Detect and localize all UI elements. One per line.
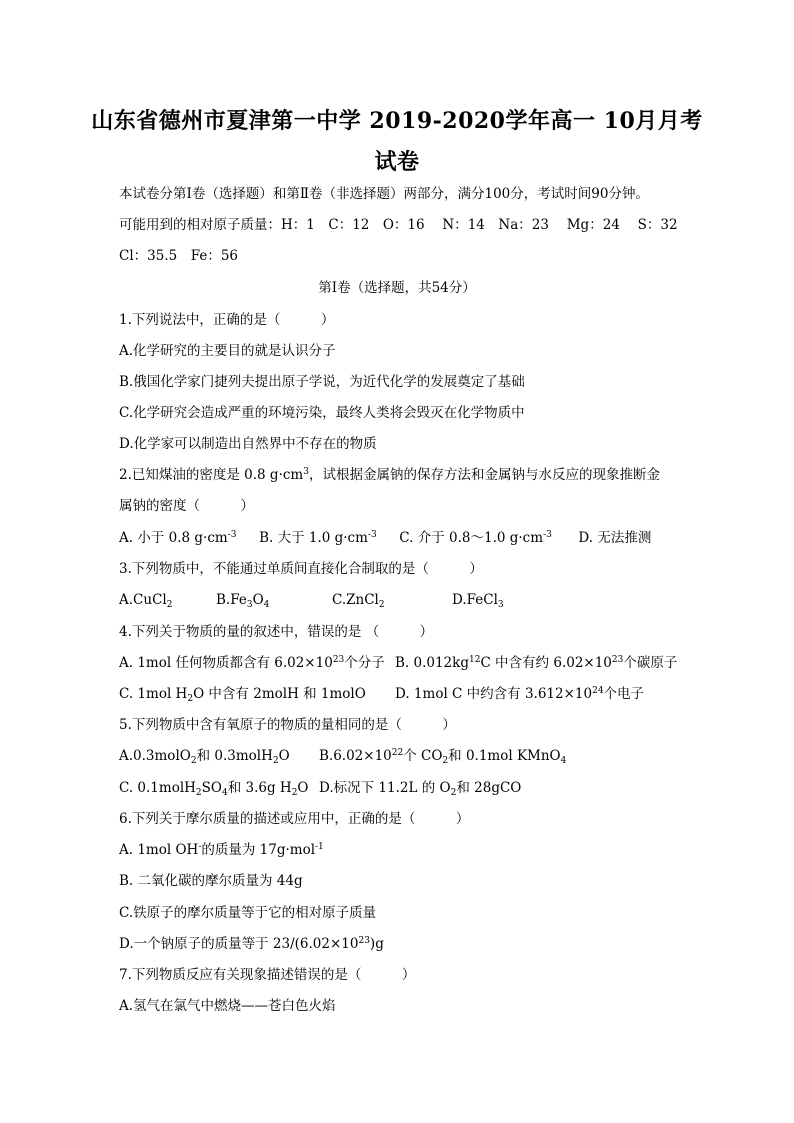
q4-options-row2 (119, 684, 644, 704)
exam-title: 山东省德州市夏津第一中学 2019-2020学年高一 10月月考 (91, 108, 703, 134)
intro-line-2: 可能用到的相对原子质量：H：1 C：12 O：16 N：14 Na：23 Mg：24 S：32 (119, 217, 678, 233)
section-title: 第Ⅰ卷（选择题，共54分） (318, 280, 476, 296)
q6-stem: 6.下列关于摩尔质量的描述或应用中，正确的是（ ） (119, 811, 470, 827)
q3-stem: 3.下列物质中，不能通过单质间直接化合制取的是（ ） (119, 561, 483, 577)
q2-option-b: B. 大于 1.0 $g\cdot cm^{-3}$ (259, 530, 377, 546)
q1-option-c: C.化学研究会造成严重的环境污染，最终人类将会毁灭在化学物质中 (119, 405, 525, 421)
q4-options-row1 (119, 653, 677, 673)
q4-option-c: C. 1mol $H_2O$ 中含有 2molH 和 1molO (119, 686, 366, 704)
q5-options-row1 (119, 746, 566, 766)
q6-option-a: A. 1mol OH-的质量为 17g·mol$^{-1}$ (119, 842, 324, 858)
q4-option-d: D. 1mol C 中约含有 $3.612\times 10^{24}$个电子 (395, 686, 645, 702)
q5-stem: 5.下列物质中含有氧原子的物质的量相同的是（ ） (119, 717, 456, 733)
q5-option-a: A.0.3molO$_2$和 0.3molH$_2$O (119, 748, 290, 766)
q3-options (119, 590, 504, 610)
q2-options (119, 528, 651, 548)
q1-stem: 1.下列说法中，正确的是（ ） (119, 312, 335, 328)
q1-option-d: D.化学家可以制造出自然界中不存在的物质 (119, 436, 377, 452)
q5-option-d: D.标况下 11.2L 的 $O_2$和 28gCO (319, 780, 522, 798)
q5-options-row2 (119, 778, 521, 798)
q3-option-c: C.ZnCl$_2$ (332, 592, 385, 610)
q6-option-c: C.铁原子的摩尔质量等于它的相对原子质量 (119, 905, 377, 921)
q1-option-a: A.化学研究的主要目的就是认识分子 (119, 343, 336, 359)
intro-line-3: Cl：35.5 Fe：56 (119, 248, 239, 264)
q4-stem: 4.下列关于物质的量的叙述中，错误的是 （ ） (119, 624, 434, 640)
q3-option-d: D.FeCl$_3$ (452, 592, 504, 610)
q2-option-c: C. 介于 0.8～1.0 $g\cdot cm^{-3}$ (399, 530, 552, 546)
q5-option-c: C. $0.1molH_2SO_4$和 3.6g $H_2O$ (119, 780, 309, 798)
q6-option-d: D.一个钠原子的质量等于 $23/(6.02\times 10^{23})g$ (119, 936, 384, 952)
intro-line-1: 本试卷分第Ⅰ卷（选择题）和第Ⅱ卷（非选择题）两部分，满分100分，考试时间90分钟。 (119, 186, 649, 202)
q2-stem-continued: 属钠的密度（ ） (119, 498, 254, 514)
q2-stem: 2.已知煤油的密度是 0.8 $g\cdot cm^3$，试根据金属钠的保存方法和金属钠与水反应的现象推断金 (119, 467, 660, 483)
q3-option-a: A.CuCl$_2$ (119, 592, 173, 610)
q7-stem: 7.下列物质反应有关现象描述错误的是（ ） (119, 967, 416, 983)
q4-option-a: A. 1mol 任何物质都含有 $6.02\times 10^{23}$个分子 (119, 655, 385, 671)
q3-option-b: $B.Fe_3O_4$ (216, 592, 270, 610)
exam-title-continued: 试卷 (374, 149, 420, 175)
q7-option-a: A.氢气在氯气中燃烧——苍白色火焰 (119, 998, 336, 1014)
q2-option-a: A. 小于 0.8 $g\cdot cm^{-3}$ (119, 530, 237, 546)
q5-option-b: $B.6.02\times 10^{22}$个 $CO_2$和 0.1mol KMnO$_4$ (319, 748, 567, 766)
q4-option-b: B. $0.012kg^{12}C$ 中含有约 $6.02\times 10^{23}$个碳原子 (395, 655, 678, 671)
q2-option-d: D. 无法推测 (578, 530, 652, 546)
q1-option-b: B.俄国化学家门捷列夫提出原子学说，为近代化学的发展奠定了基础 (119, 374, 525, 390)
q6-option-b: B. 二氧化碳的摩尔质量为 44g (119, 873, 303, 889)
